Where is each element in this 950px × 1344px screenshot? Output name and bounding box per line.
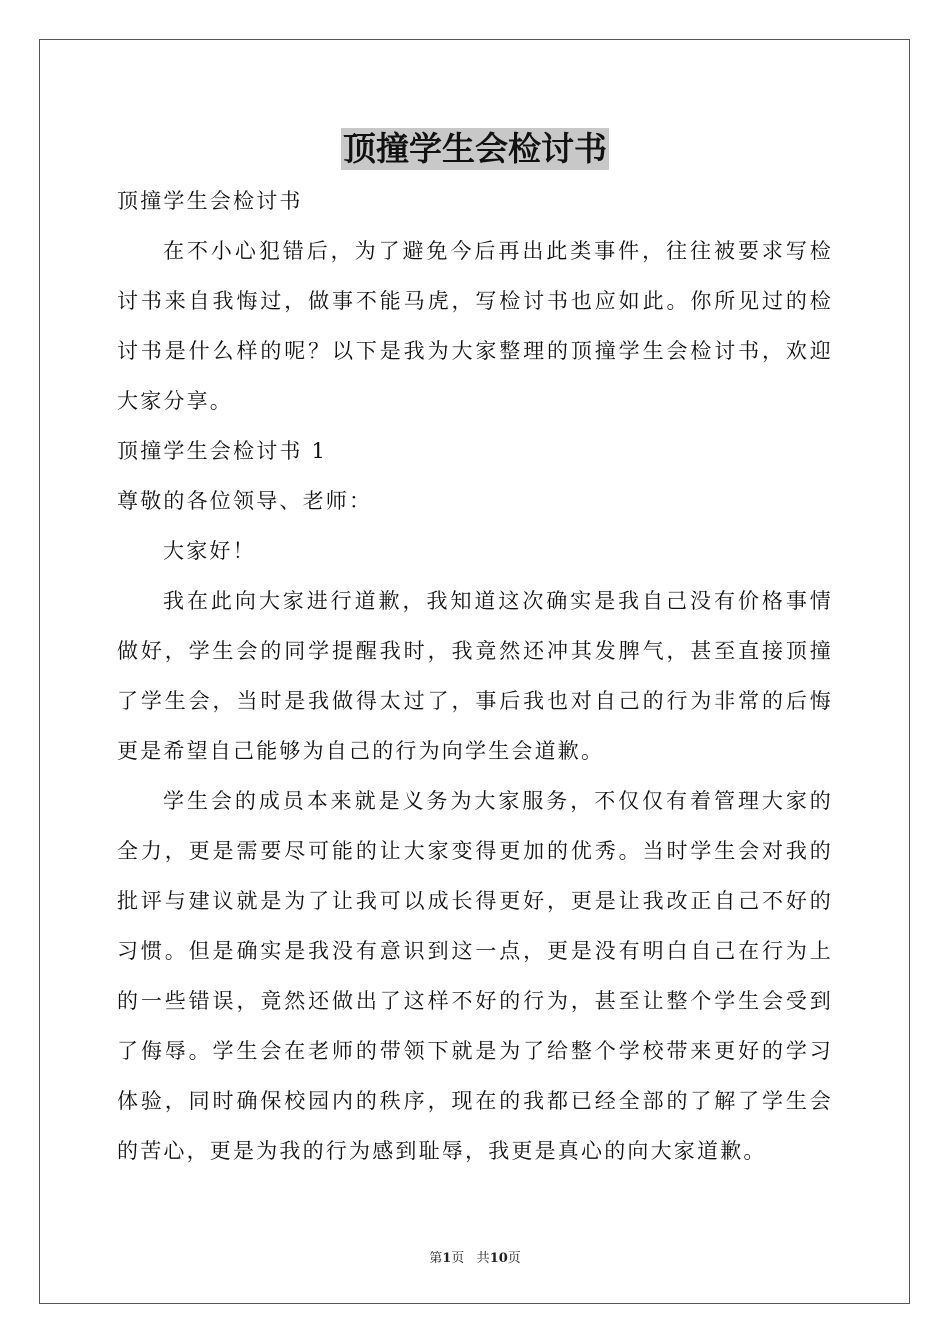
section-heading: 顶撞学生会检讨书 1 [117,439,328,463]
current-page-number: 1 [442,1251,452,1266]
total-suffix: 页 [507,1251,521,1266]
total-prefix: 共 [476,1251,490,1266]
document-title: 顶撞学生会检讨书 [343,129,607,168]
document-body [117,176,833,1176]
salutation: 尊敬的各位领导、老师： [117,489,373,513]
paragraph: 在不小心犯错后，为了避免今后再出此类事件，往往被要求写检讨书来自我悔过，做事不能马虎，写检讨书也应如此。你所见过的检讨书是什么样的呢？以下是我为大家整理的顶撞学生会检讨书，欢迎大家分享。 [117,239,833,413]
page-prefix: 第 [429,1251,443,1266]
total-pages-number: 10 [489,1251,508,1266]
paragraph: 顶撞学生会检讨书 [117,189,303,213]
greeting: 大家好！ [163,539,256,563]
page-suffix: 页 [451,1251,465,1266]
paragraph: 学生会的成员本来就是义务为大家服务，不仅仅有着管理大家的全力，更是需要尽可能的让大家变得更加的优秀。当时学生会对我的批评与建议就是为了让我可以成长得更好，更是让我改正自己不好的习惯。但是确实是我没有意识到这一点，更是没有明白自己在行为上的一些错误，竟然还做出了这样不好的行为，甚至让整个学生会受到了侮辱。学生会在老师的带领下就是为了给整个学校带来更好的学习体验，同时确保校园内的秩序，现在的我都已经全部的了解了学生会的苦心，更是为我的行为感到耻辱，我更是真心的向大家道歉。 [117,789,833,1163]
page-footer [0,1247,950,1266]
title-container [0,128,950,170]
paragraph: 我在此向大家进行道歉，我知道这次确实是我自己没有价格事情做好，学生会的同学提醒我时，我竟然还冲其发脾气，甚至直接顶撞了学生会，当时是我做得太过了，事后我也对自己的行为非常的后悔更是希望自己能够为自己的行为向学生会道歉。 [117,589,833,763]
